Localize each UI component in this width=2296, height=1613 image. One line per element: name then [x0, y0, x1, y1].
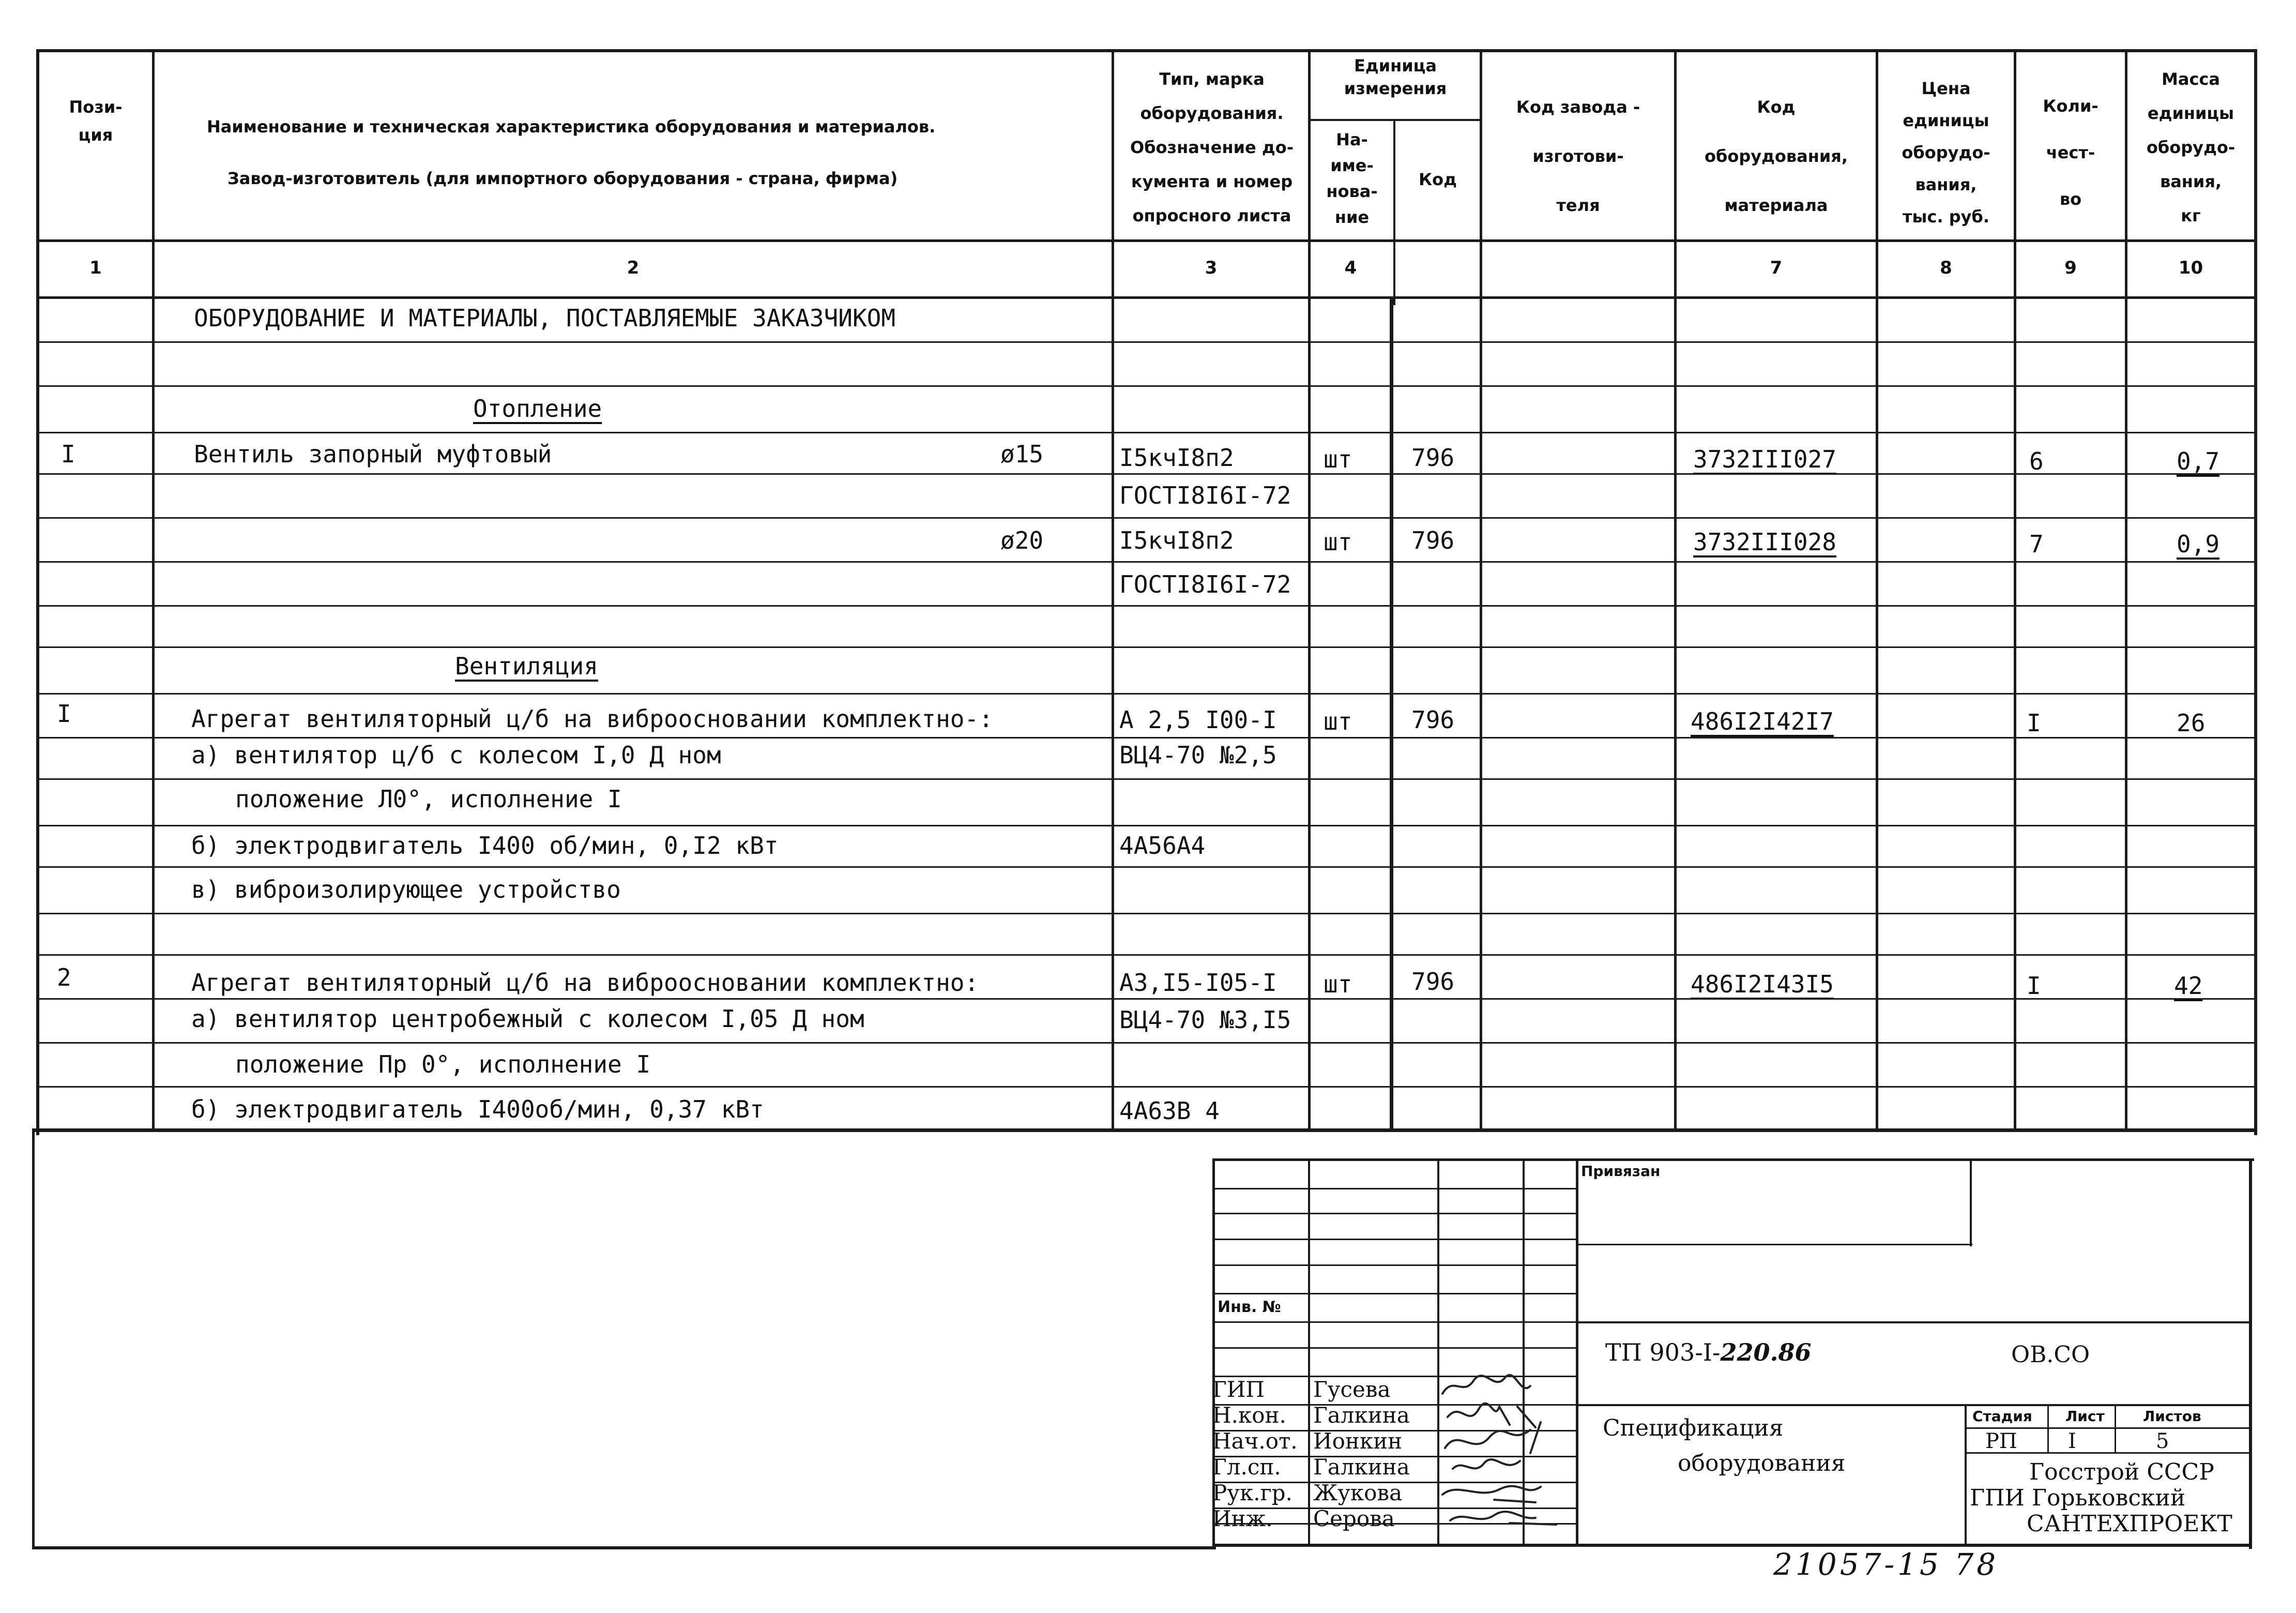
stamp-title: Спецификация оборудования	[1603, 1415, 1846, 1476]
stamp-name: Галкина	[1313, 1454, 1410, 1480]
row-type: ВЦ4-70 №3,I5	[1119, 1006, 1291, 1034]
header-name: Наименование и техническая характеристика оборудования и материалов. Завод-изготовитель (для импортного оборудования - страна, фирма)	[207, 117, 936, 188]
col-number: 4	[1344, 258, 1357, 278]
row-mass: 0,7	[2177, 447, 2220, 475]
row-mass: 42	[2174, 972, 2203, 1000]
header-unit: Единица измерения	[1344, 56, 1447, 98]
row-name: б) электродвигатель I400об/мин, 0,37 кВт	[191, 1095, 764, 1123]
col-number: 10	[2178, 258, 2203, 278]
stamp-name: Гусева	[1313, 1377, 1391, 1402]
row-name: Агрегат вентиляторный ц/б на виброосновании комплектно-:	[191, 705, 993, 733]
row-unit-code: 796	[1411, 706, 1455, 734]
row-equipment-code: 486I2I43I5	[1691, 970, 1834, 998]
row-type: ВЦ4-70 №2,5	[1119, 741, 1277, 769]
row-quantity: 7	[2029, 530, 2044, 558]
col-number: 2	[627, 258, 640, 278]
header-quantity: Коли- чест- во	[2043, 96, 2099, 209]
row-quantity: 6	[2029, 447, 2044, 475]
row-type: А 2,5 I00-I	[1119, 706, 1277, 734]
stamp-document-code-handwritten: 220.86	[1720, 1338, 1812, 1366]
row-unit: шт	[1324, 445, 1352, 473]
stamp-role: Инж.	[1212, 1506, 1273, 1531]
row-unit: шт	[1324, 528, 1352, 556]
row-type: 4А56А4	[1119, 832, 1206, 860]
row-diameter: ø20	[1000, 526, 1044, 554]
stamp-document-code: ТП 903-I-220.86	[1605, 1338, 1812, 1366]
col-number: 9	[2064, 258, 2077, 278]
row-type: ГОСТI8I6I-72	[1119, 570, 1291, 598]
stamp-role: Нач.от.	[1212, 1428, 1298, 1454]
col-number: 1	[89, 258, 102, 278]
stamp-inventory-label: Инв. №	[1218, 1298, 1281, 1316]
header-mass: Масса единицы оборудо- вания, кг	[2146, 69, 2236, 225]
header-unit-code: Код	[1419, 170, 1457, 189]
row-equipment-code: 3732III027	[1693, 445, 1836, 473]
stamp-stage-label: Стадия	[1972, 1408, 2032, 1425]
signatures-scribble	[1432, 1365, 1587, 1546]
row-unit: шт	[1324, 970, 1352, 998]
stamp-name: Галкина	[1313, 1403, 1410, 1428]
row-type: А3,I5-I05-I	[1119, 969, 1277, 997]
row-mass: 26	[2177, 709, 2206, 737]
col-number: 3	[1205, 258, 1218, 278]
row-name: а) вентилятор центробежный с колесом I,05 Д ном	[191, 1005, 864, 1033]
header-unit-name: На- име- нова- ние	[1326, 130, 1378, 227]
stamp-sheet-label: Лист	[2065, 1408, 2105, 1425]
row-name: положение Л0°, исполнение I	[235, 785, 622, 813]
row-type: 4А63В 4	[1119, 1097, 1220, 1125]
stamp-name: Серова	[1313, 1506, 1395, 1531]
stamp-name: Ионкин	[1313, 1428, 1403, 1454]
header-position: Пози- ция	[69, 97, 123, 145]
stamp-organization: Госстрой СССР ГПИ Горьковский САНТЕХПРОЕКТ	[1970, 1459, 2232, 1537]
row-position: I	[61, 440, 75, 468]
stamp-sheets-label: Листов	[2143, 1408, 2201, 1425]
stamp-role: Рук.гр.	[1212, 1480, 1293, 1505]
row-name: Агрегат вентиляторный ц/б на виброосновании комплектно:	[191, 969, 979, 997]
stamp-name: Жукова	[1313, 1480, 1403, 1505]
stamp-role: ГИП	[1212, 1377, 1265, 1402]
row-mass: 0,9	[2177, 530, 2220, 558]
col-number: 8	[1940, 258, 1952, 278]
row-type: I5кчI8п2	[1119, 444, 1234, 472]
row-unit: шт	[1324, 707, 1352, 735]
stamp-stage: РП	[1985, 1429, 2017, 1453]
stamp-sheets: 5	[2156, 1429, 2169, 1453]
section-heading-ventilation: Вентиляция	[455, 652, 598, 680]
col-number: 7	[1770, 258, 1783, 278]
row-unit-code: 796	[1411, 444, 1455, 472]
stamp-sheet: I	[2068, 1429, 2076, 1453]
row-name: положение Пр 0°, исполнение I	[235, 1050, 651, 1078]
section-heading-heating: Отопление	[473, 395, 602, 423]
row-type: I5кчI8п2	[1119, 526, 1234, 554]
row-unit-code: 796	[1411, 968, 1455, 996]
row-unit-code: 796	[1411, 526, 1455, 554]
stamp-role: Гл.сп.	[1212, 1454, 1281, 1480]
row-equipment-code: 486I2I42I7	[1691, 707, 1834, 735]
row-name: а) вентилятор ц/б с колесом I,0 Д ном	[191, 741, 721, 769]
row-quantity: I	[2027, 709, 2041, 737]
bottom-handwritten-number: 21057-15 78	[1773, 1547, 1999, 1582]
header-type: Тип, марка оборудования. Обозначение до- кумента и номер опросного листа	[1130, 69, 1294, 225]
row-name: Вентиль запорный муфтовый	[194, 440, 552, 468]
row-equipment-code: 3732III028	[1693, 528, 1836, 556]
row-diameter: ø15	[1000, 440, 1044, 468]
header-equipment-code: Код оборудования, материала	[1705, 97, 1848, 215]
stamp-role: Н.кон.	[1212, 1403, 1286, 1428]
stamp-mark: ОВ.СО	[2011, 1341, 2090, 1368]
header-factory-code: Код завода - изготови- теля	[1516, 97, 1640, 215]
header-price: Цена единицы оборудо- вания, тыс. руб.	[1902, 79, 1990, 227]
stamp-privyazan-label: Привязан	[1581, 1163, 1661, 1180]
row-position: I	[57, 700, 71, 728]
row-position: 2	[57, 963, 71, 991]
row-name: в) виброизолирующее устройство	[191, 876, 621, 903]
row-quantity: I	[2027, 972, 2041, 1000]
row-name: б) электродвигатель I400 об/мин, 0,I2 кВт	[191, 832, 779, 860]
row-type: ГОСТI8I6I-72	[1119, 481, 1291, 509]
section-title-customer-supplied: ОБОРУДОВАНИЕ И МАТЕРИАЛЫ, ПОСТАВЛЯЕМЫЕ ЗАКАЗЧИКОМ	[194, 304, 896, 332]
